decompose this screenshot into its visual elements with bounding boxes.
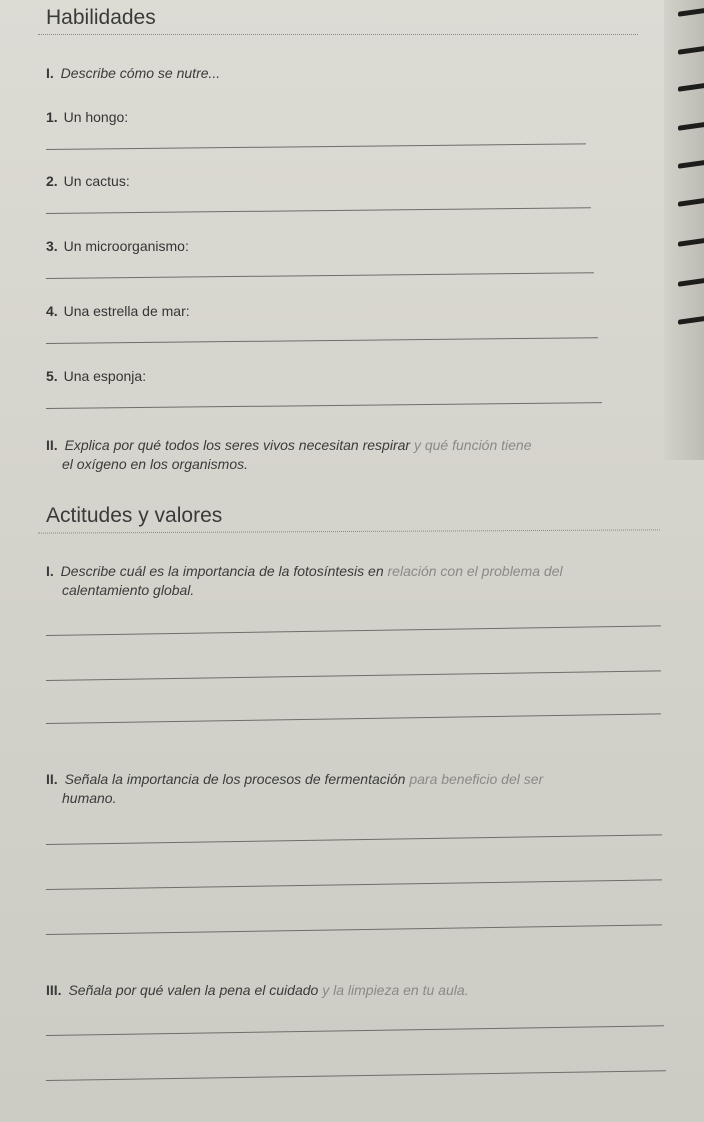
item-label: Un hongo: xyxy=(63,109,129,125)
section-title-actitudes: Actitudes y valores xyxy=(46,504,223,527)
list-item-estrella-de-mar xyxy=(46,303,190,319)
question-number: I. xyxy=(46,65,54,81)
binding-mark xyxy=(678,46,704,55)
question-text-faded: y la limpieza en tu aula. xyxy=(322,982,469,998)
answer-line[interactable] xyxy=(46,1025,664,1036)
question-number: II. xyxy=(46,437,58,453)
item-label: Un microorganismo: xyxy=(63,238,189,254)
question-text: Señala la importancia de los procesos de fermentación xyxy=(64,771,406,787)
binding-mark xyxy=(678,278,704,287)
item-number: 4. xyxy=(46,303,58,319)
question-text: Describe cuál es la importancia de la fotosíntesis en xyxy=(60,563,384,579)
question-text: Señala por qué valen la pena el cuidado xyxy=(68,982,319,998)
item-number: 5. xyxy=(46,368,58,384)
question-actitudes-3 xyxy=(46,981,686,1000)
question-text-continuation: humano. xyxy=(62,790,117,806)
question-number: I. xyxy=(46,563,54,579)
section-rule xyxy=(38,529,660,533)
question-text-continuation: calentamiento global. xyxy=(62,582,195,598)
answer-line[interactable] xyxy=(46,1070,666,1081)
answer-line[interactable] xyxy=(46,924,662,935)
question-habilidades-1 xyxy=(46,64,220,83)
question-text: Explica por qué todos los seres vivos necesitan respirar xyxy=(64,437,411,453)
question-text-faded: para beneficio del ser xyxy=(409,771,544,787)
section-rule xyxy=(38,34,638,35)
binding-mark xyxy=(678,83,704,92)
item-number: 2. xyxy=(46,173,58,189)
answer-line[interactable] xyxy=(46,143,586,150)
question-text-continuation: el oxígeno en los organismos. xyxy=(62,456,248,472)
question-actitudes-2 xyxy=(46,770,686,808)
binding-mark xyxy=(678,160,704,169)
question-number: III. xyxy=(46,982,62,998)
answer-line[interactable] xyxy=(46,713,661,724)
answer-line[interactable] xyxy=(46,834,662,845)
answer-line[interactable] xyxy=(46,879,662,890)
binding-mark xyxy=(678,122,704,131)
list-item-cactus xyxy=(46,173,130,189)
answer-line[interactable] xyxy=(46,625,661,636)
question-text-faded: y qué función tiene xyxy=(413,437,532,453)
section-title-habilidades: Habilidades xyxy=(46,6,156,29)
answer-line[interactable] xyxy=(46,207,591,214)
answer-line[interactable] xyxy=(46,402,602,409)
binding-mark xyxy=(678,198,704,207)
item-label: Una estrella de mar: xyxy=(63,303,190,319)
item-number: 3. xyxy=(46,238,58,254)
question-habilidades-2 xyxy=(46,436,666,474)
item-number: 1. xyxy=(46,109,58,125)
binding-mark xyxy=(678,238,704,247)
binding-mark xyxy=(678,316,704,325)
item-label: Un cactus: xyxy=(63,173,130,189)
list-item-microorganismo xyxy=(46,238,189,254)
page-binding-edge xyxy=(664,0,704,460)
binding-mark xyxy=(678,8,704,17)
list-item-esponja xyxy=(46,368,146,384)
answer-line[interactable] xyxy=(46,670,661,681)
question-actitudes-1 xyxy=(46,562,676,600)
answer-line[interactable] xyxy=(46,272,594,279)
question-number: II. xyxy=(46,771,58,787)
question-text: Describe cómo se nutre... xyxy=(60,65,221,81)
list-item-hongo xyxy=(46,109,128,125)
answer-line[interactable] xyxy=(46,337,598,344)
item-label: Una esponja: xyxy=(63,368,147,384)
question-text-faded: relación con el problema del xyxy=(387,563,563,579)
